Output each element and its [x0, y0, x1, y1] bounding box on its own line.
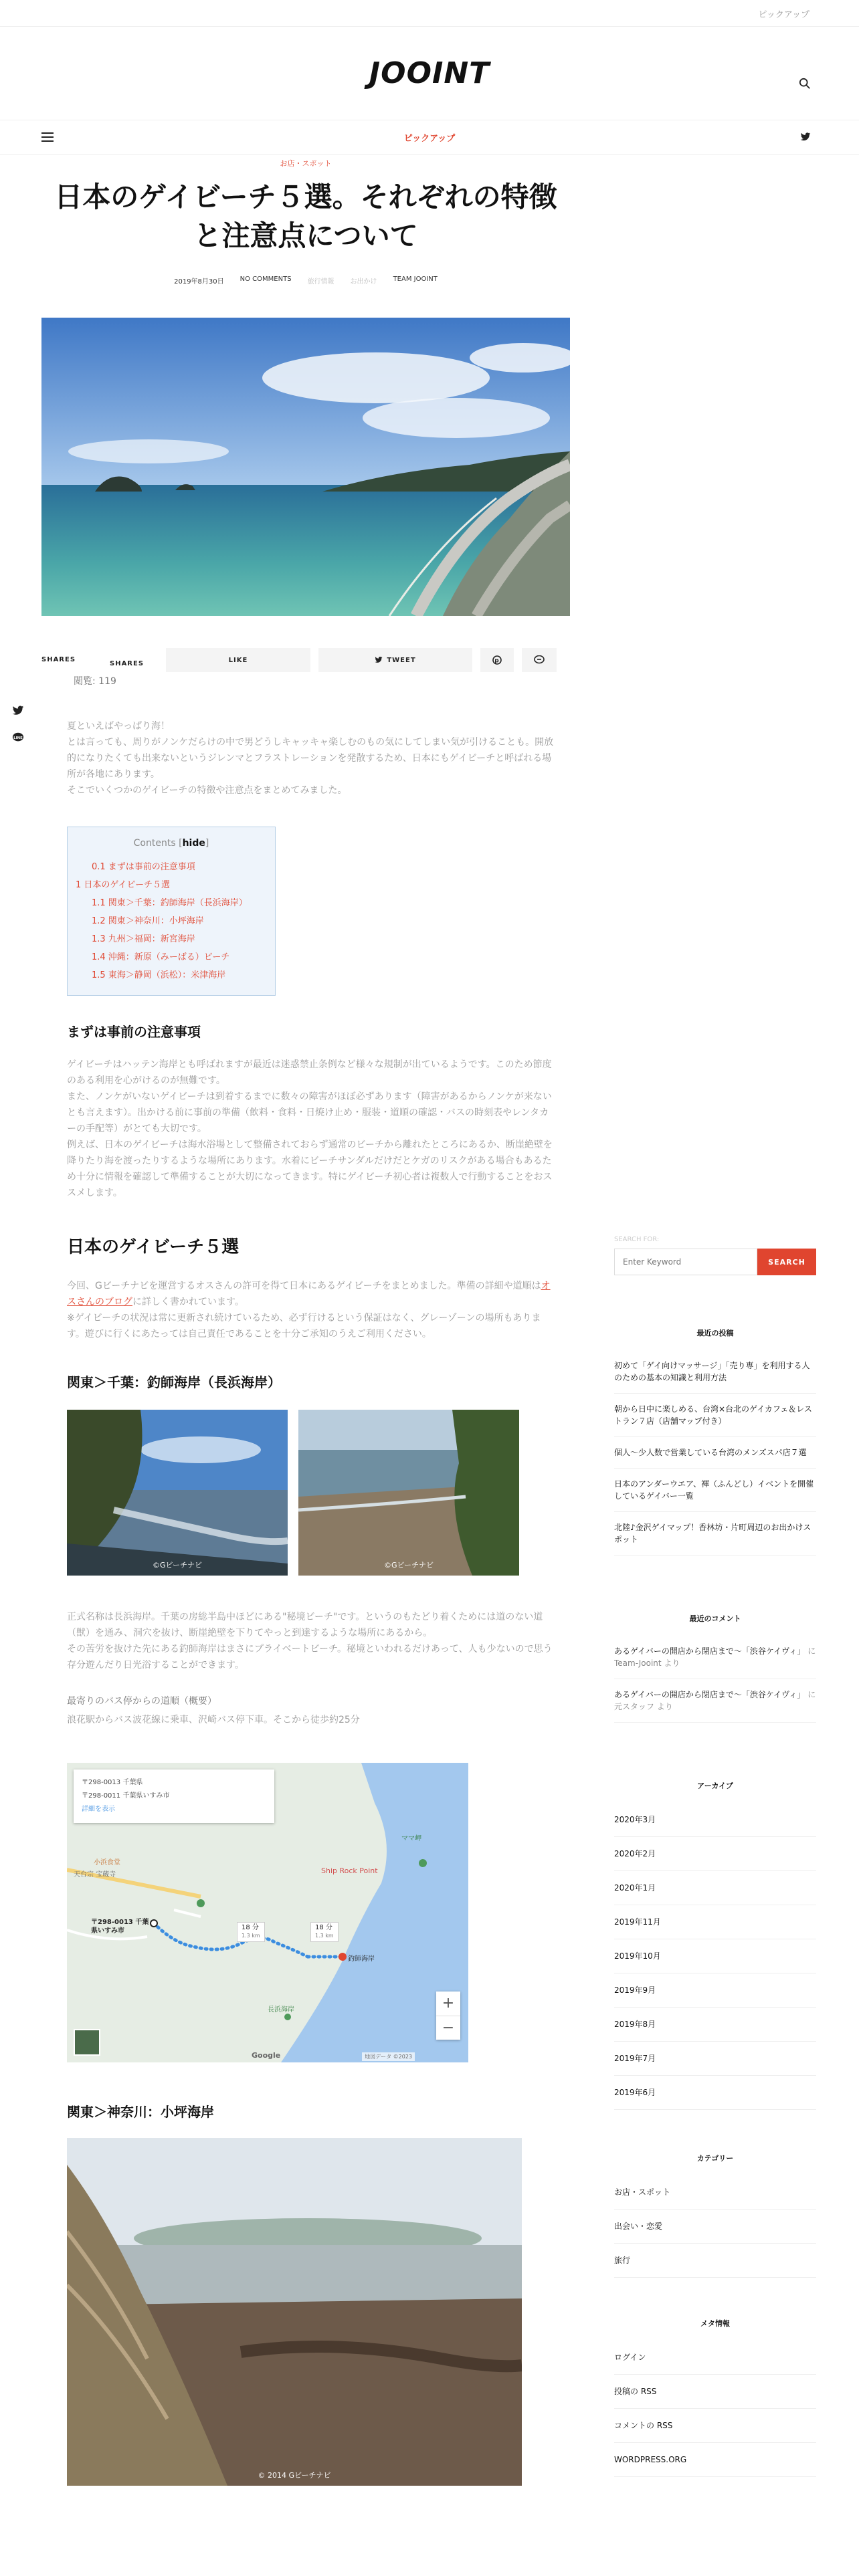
route-time-badge — [237, 1922, 265, 1942]
archive-link[interactable]: 2020年2月 — [614, 1837, 816, 1871]
pinterest-icon — [492, 655, 502, 665]
comment-post-link[interactable]: あるゲイバーの開店から閉店まで〜「渋谷ケイヴィ」 — [614, 1690, 805, 1699]
line-icon — [534, 655, 545, 665]
section-text-part: に詳しく書かれています。 ※ゲイビーチの状況は常に更新され続けているため、必ず行けるという保証はなく、グレーゾーンの場所もあります。遊びに行くにあたっては自己責任であることを十分ご承知のうえご利用ください。 — [67, 1297, 541, 1339]
toc-item[interactable]: 1.4 沖縄：新原（みーばる）ビーチ — [92, 952, 230, 962]
recent-comment — [614, 1636, 816, 1679]
map-brand: Google — [252, 2051, 281, 2060]
tweet-label: TWEET — [387, 656, 416, 664]
recent-post-link[interactable]: 朝から日中に楽しめる、台湾×台北のゲイカフェ＆レストラン７店（店舗マップ付き） — [614, 1394, 816, 1437]
satellite-toggle[interactable] — [74, 2029, 100, 2056]
hero-image — [41, 318, 570, 616]
map-place-label: 長浜海岸 — [268, 2006, 294, 2014]
comment-sep: に — [807, 1690, 816, 1699]
archive-link[interactable]: 2020年3月 — [614, 1803, 816, 1837]
directions-panel[interactable] — [74, 1769, 274, 1823]
directions-from: 〒298-0013 千葉県 — [82, 1779, 143, 1786]
section-text: ゲイビーチはハッテン海岸とも呼ばれますが最近は迷惑禁止条例など様々な規制が出ているようです。このため節度のある利用を心がけるのが無難です。 また、ノンケがいないゲイビーチは到着するまでに数々の障害がほぼ必ずあります（障害があるからノンケが来ないとも言えます）。出かける前に事前の準備（飲料・食料・日焼け止め・服装・道順の確認・バスの時刻表やレンタカーの手配等）がとても大切です。 例えば、日本のゲイビーチは海水浴場として整備されておらず通常のビーチから離れたところにあるか、断崖絶壁を降りたり海を渡ったりするような場所にあります。水着にビーチサンダルだけだとケガのリスクがある場合もあるため十分に情報を確認して準備することが大切になってきます。特にゲイビーチ初心者は複数人で行動することをおススメします。 — [67, 1059, 553, 1198]
toc-hide-toggle[interactable]: hide — [182, 838, 205, 849]
zoom-in-button[interactable]: + — [442, 1995, 455, 2012]
meta-link[interactable]: WORDPRESS.ORG — [614, 2443, 816, 2477]
comment-sep: に — [807, 1646, 816, 1656]
access-text: 浪花駅からバス波花線に乗車、沢崎バス停下車。そこから徒歩約25分 — [67, 1715, 360, 1725]
beach-heading: 関東＞神奈川：小坪海岸 — [67, 2104, 214, 2120]
archive-link[interactable]: 2019年6月 — [614, 2076, 816, 2110]
archive-link[interactable]: 2019年7月 — [614, 2042, 816, 2076]
article-category[interactable]: お店・スポット — [280, 159, 332, 168]
section-text-part: 今回、Gビーチナビを運営するオスさんの許可を得て日本にあるゲイビーチをまとめました。準備の詳細や道順は — [67, 1281, 541, 1291]
category-link[interactable]: 出会い・恋愛 — [614, 2210, 816, 2244]
route-time: 18 分 — [242, 1924, 259, 1931]
svg-text:p: p — [494, 657, 500, 665]
section-heading: まずは事前の注意事項 — [67, 1024, 201, 1040]
svg-text:LINE: LINE — [13, 736, 23, 740]
zoom-out-button[interactable]: − — [436, 2016, 460, 2040]
site-header — [0, 27, 859, 120]
directions-more-link[interactable]: 詳細を表示 — [82, 1806, 115, 1813]
archive-link[interactable]: 2019年10月 — [614, 1939, 816, 1973]
route-distance: 1.3 km — [242, 1933, 260, 1939]
archive-link[interactable]: 2019年8月 — [614, 2008, 816, 2042]
section-text — [67, 1278, 555, 1342]
article-tag[interactable]: 旅行情報 — [307, 278, 335, 286]
widget-title: 最近のコメント — [689, 1614, 741, 1623]
search-button[interactable]: SEARCH — [757, 1249, 816, 1275]
menu-icon[interactable] — [41, 132, 54, 142]
recent-post-link[interactable]: 個人～少人数で営業している台湾のメンズスパ店７選 — [614, 1437, 816, 1469]
comment-author-link[interactable]: Team-Jooint — [614, 1658, 662, 1668]
comment-suffix: より — [656, 1702, 673, 1711]
meta-link[interactable]: ログイン — [614, 2341, 816, 2375]
comment-author-link[interactable]: 元スタッフ — [614, 1702, 655, 1711]
access-title: 最寄りのバス停からの道順（概要） — [67, 1696, 217, 1707]
toc-item[interactable]: 0.1 まずは事前の注意事項 — [92, 862, 195, 872]
beach-photo — [298, 1410, 519, 1576]
map-destination-label: 釣師海岸 — [348, 1955, 375, 1963]
toc-item[interactable]: 1.3 九州＞福岡：新宮海岸 — [92, 934, 195, 944]
archive-link[interactable]: 2019年9月 — [614, 1973, 816, 2008]
view-count: 閲覧: 119 — [74, 676, 116, 687]
beach-photo — [67, 2138, 522, 2486]
top-pickup-link[interactable]: ピックアップ — [758, 10, 809, 20]
article-title: 日本のゲイビーチ５選。それぞれの特徴と注意点について — [54, 181, 557, 252]
widget-title: メタ情報 — [700, 2319, 730, 2328]
tweet-button[interactable] — [318, 648, 472, 672]
recent-post-link[interactable]: 北陸♪金沢ゲイマップ！香林坊・片町周辺のお出かけスポット — [614, 1512, 816, 1555]
article-author[interactable]: TEAM JOOINT — [393, 276, 438, 283]
main-nav — [0, 120, 859, 155]
map-place-label: 天台宗 宝蔵寺 — [74, 1871, 116, 1879]
toc-item[interactable]: 1.5 東海＞静岡（浜松）：米津海岸 — [92, 970, 226, 980]
beach-photo — [67, 1410, 288, 1576]
map-place-label: ママ岬 — [401, 1835, 421, 1842]
widget-title: アーカイブ — [697, 1782, 733, 1790]
line-button[interactable] — [522, 648, 557, 672]
route-time: 18 分 — [315, 1924, 332, 1931]
twitter-icon[interactable] — [12, 705, 24, 717]
toc-item[interactable]: 1 日本のゲイビーチ５選 — [76, 880, 170, 890]
photo-caption: © 2014 Gビーチナビ — [258, 2471, 331, 2480]
beach-photos — [67, 1410, 555, 1576]
recent-post-link[interactable]: 初めて「ゲイ向けマッサージ」「売り専」を利用する人のための基本の知識と利用方法 — [614, 1350, 816, 1394]
shares-label: SHARES — [41, 656, 76, 663]
widget-title: カテゴリー — [696, 2154, 734, 2163]
route-map[interactable] — [67, 1763, 468, 2062]
route-distance: 1.3 km — [315, 1933, 334, 1939]
intro-line: とは言っても、周りがノンケだらけの中で男どうしキャッキャ楽しむのもの気にしてしまい気が引けることも。開放的になりたくても出来ないというジレンマとフラストレーションを発散するため、日本にもゲイビーチと呼ばれる場所が各地にあります。 — [67, 737, 554, 780]
pinterest-button[interactable] — [480, 648, 514, 672]
article-tag[interactable]: お出かけ — [350, 278, 377, 286]
archive-link[interactable]: 2019年11月 — [614, 1905, 816, 1939]
category-link[interactable]: お店・スポット — [614, 2175, 816, 2210]
line-icon[interactable] — [12, 732, 24, 744]
site-logo[interactable]: JOOINT — [369, 56, 490, 90]
directions-to: 〒298-0011 千葉県いすみ市 — [82, 1792, 170, 1800]
toc-title: Contents — [133, 838, 176, 849]
beach-heading: 関東＞千葉：釣師海岸（長浜海岸） — [67, 1374, 281, 1390]
search-input[interactable] — [614, 1249, 757, 1275]
map-origin-label: 〒298-0013 千葉県いすみ市 — [91, 1919, 149, 1935]
nav-pickup[interactable]: ピックアップ — [403, 134, 456, 144]
article-meta — [41, 276, 570, 286]
article-date: 2019年8月30日 — [174, 278, 224, 286]
blog-link[interactable]: オスさんのブログ — [67, 1281, 551, 1307]
recent-post-link[interactable]: 日本のアンダーウエア、褌（ふんどし）イベントを開催しているゲイバー一覧 — [614, 1469, 816, 1512]
beach-description: 正式名称は長浜海岸。千葉の房総半島中ほどにある"秘境ビーチ"です。というのもたどり着くためには道のない道（獣）を通み、洞穴を抜け、断崖絶壁を下りてやっと到達するような場所にあるから。 その苦労を抜けた先にある釣師海岸はまさにプライベートビーチ。秘境といわれるだけあって、人も少ないので思う存分遊んだり日光浴することができます。 — [67, 1612, 553, 1671]
route-time-badge — [310, 1922, 339, 1942]
shares-label: SHARES — [110, 660, 145, 667]
section-heading: 日本のゲイビーチ５選 — [67, 1237, 240, 1257]
toc-header: Contents [hide] — [133, 838, 209, 849]
search-label: SEARCH FOR: — [614, 1236, 660, 1243]
twitter-icon — [375, 657, 383, 663]
intro-text — [67, 718, 555, 798]
archive-link[interactable]: 2020年1月 — [614, 1871, 816, 1905]
intro-line: 夏といえばやっぱり海！ — [67, 721, 170, 732]
photo-caption: ©Gビーチナビ — [383, 1561, 434, 1570]
meta-link[interactable]: コメントの RSS — [614, 2409, 816, 2443]
zoom-controls — [436, 1992, 460, 2040]
table-of-contents — [67, 827, 276, 996]
twitter-icon[interactable] — [800, 132, 811, 142]
sidebar — [614, 1236, 816, 2477]
article-comments[interactable]: NO COMMENTS — [240, 276, 292, 283]
photo-caption: ©Gビーチナビ — [152, 1561, 203, 1570]
article-body — [67, 674, 555, 2486]
widget-title: 最近の投稿 — [696, 1329, 734, 1337]
toc-item[interactable]: 1.2 関東＞神奈川：小坪海岸 — [92, 916, 204, 926]
search-icon[interactable] — [799, 78, 811, 90]
like-button[interactable]: LIKE — [166, 648, 310, 672]
map-copyright: 地図データ ©2023 — [362, 2052, 415, 2061]
map-place-label: 小浜食堂 — [94, 1859, 120, 1866]
comment-post-link[interactable]: あるゲイバーの開店から閉店まで〜「渋谷ケイヴィ」 — [614, 1646, 805, 1656]
category-link[interactable]: 旅行 — [614, 2244, 816, 2278]
recent-comment — [614, 1679, 816, 1723]
map-place-label: Ship Rock Point — [321, 1866, 378, 1875]
sidebar-search — [614, 1249, 816, 1275]
toc-item[interactable]: 1.1 関東＞千葉：釣師海岸（長浜海岸） — [92, 898, 248, 908]
intro-line: そこでいくつかのゲイビーチの特徴や注意点をまとめてみました。 — [67, 785, 347, 796]
top-bar — [0, 0, 859, 27]
comment-suffix: より — [664, 1658, 680, 1668]
article — [41, 154, 570, 687]
meta-link[interactable]: 投稿の RSS — [614, 2375, 816, 2409]
